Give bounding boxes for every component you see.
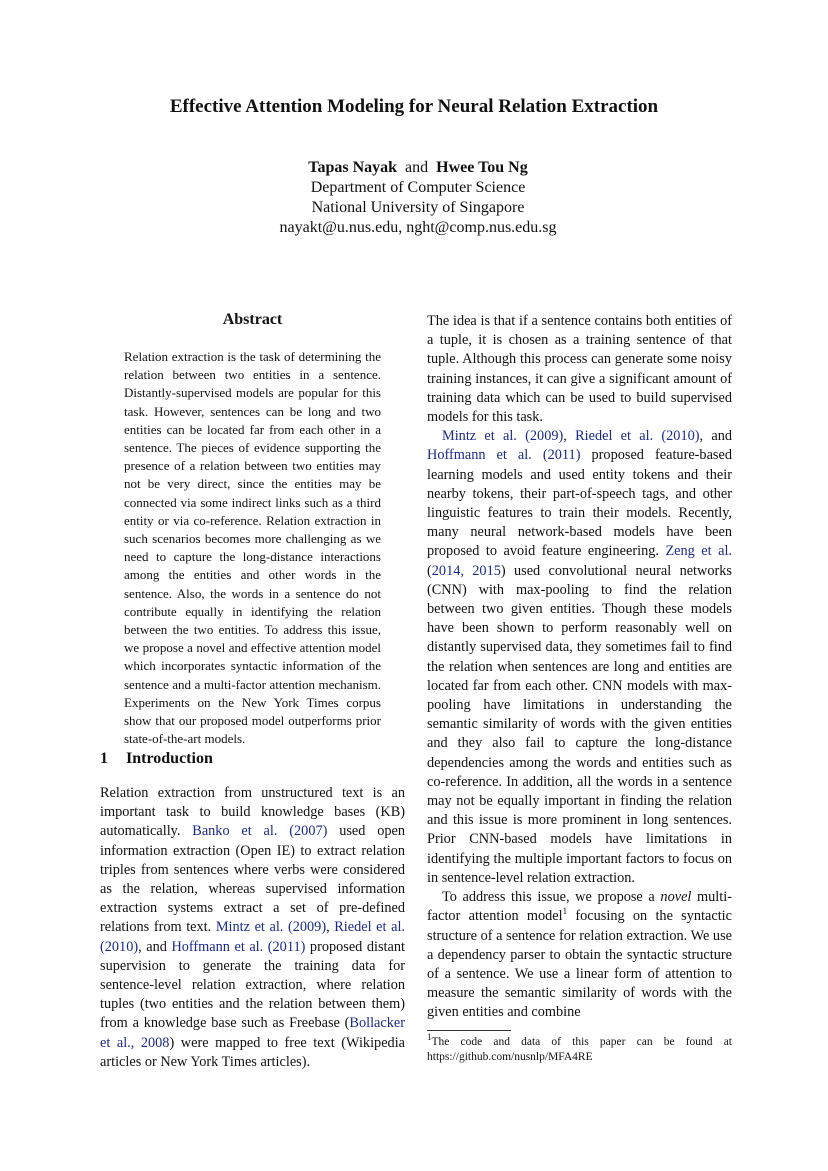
author-block (0, 158, 828, 238)
citation-link[interactable]: Riedel et al. (2010) (100, 919, 405, 955)
citation-link[interactable]: Mintz et al. (2009) (215, 919, 327, 936)
section-number: 1 (100, 750, 108, 767)
paragraph-text: ( (427, 562, 432, 579)
footnote (427, 1032, 732, 1065)
footnote-divider (427, 1030, 511, 1031)
emphasis-novel: novel (660, 889, 692, 906)
intro-text: proposed distant supervision to generate the training data for sentence-level relation extraction, where relation tuples (two entities and the relation between them) from a knowledge base such as Freebase ( (100, 938, 405, 1032)
citation-link[interactable]: Mintz et al. (2009) (442, 428, 564, 445)
right-column (427, 312, 732, 1023)
paragraph-text: proposed feature-based learning models and used entity tokens and their nearby tokens, their part-of-speech tags, and other linguistic features to train their models. Recently, many neural network-based models have been proposed to avoid feature engineering. (427, 447, 732, 560)
introduction-paragraph (100, 784, 405, 1072)
affiliation-department: Department of Computer Science (310, 179, 526, 196)
citation-link[interactable]: Riedel et al. (2010) (575, 428, 700, 445)
author-names (0, 158, 828, 178)
citation-link[interactable]: Hoffmann et al. (2011) (171, 938, 306, 955)
paragraph-text: multi-factor attention model (427, 889, 732, 925)
citation-link[interactable]: Bollacker et al., 2008 (100, 1015, 405, 1051)
abstract-heading: Abstract (222, 311, 283, 328)
intro-text: Relation extraction from unstructured text is an important task to build knowledge bases (KB) automatically. (100, 785, 405, 840)
abstract-text: Relation extraction is the task of determining the relation between two entities in a sentence. Distantly-supervised models are popular for this task. However, sentences can be long and two entities can be located far from each other in a sentence. The pieces of evidence supporting the presence of a relation between two entities may not be very direct, since the entities may be connected via some indirect links such as a third entity or via co-reference. Relation extraction in such scenarios becomes more challenging as we need to capture the long-distance interactions among the entities and other words in the sentence. Also, the words in a sentence do not contribute equally in identifying the relation between the two entities. To address this issue, we propose a novel and effective attention model which incorporates syntactic information of the sentence and a multi-factor attention mechanism. Experiments on the New York Times corpus show that our proposed model outperforms prior state-of-the-art models. (124, 349, 381, 747)
section-heading-introduction (100, 750, 213, 768)
author-1: Tapas Nayak (308, 159, 398, 176)
intro-text: ) were mapped to free text (Wikipedia articles or New York Times articles). (100, 1034, 406, 1070)
paragraph (427, 427, 732, 888)
footnote-number: 1 (427, 1032, 432, 1043)
footnote-marker: 1 (562, 906, 568, 917)
citation-link[interactable]: Zeng et al. (665, 543, 733, 560)
paragraph-text: To address this issue, we propose a (442, 889, 661, 906)
author-conjunction: and (405, 159, 429, 176)
paragraph-text: ) used convolutional neural networks (CNN) with max-pooling to find the relation between two given entities. Though these models have been shown to perform reasonably well on distantly supervised data, they sometimes fail to find the relation when sentences are long and entities are located far from each other. CNN models with max-pooling have limitations in understanding the semantic similarity of words with the given entities and they also fail to capture the long-distance dependencies among the words and entities such as co-reference. In addition, all the words in a sentence may not be equally important in finding the relation and this issue is more prominent in long sentences. Prior CNN-based models have limitations in identifying the multiple important factors to focus on in sentence-level relation extraction. (427, 562, 732, 886)
paragraph-text: focusing on the syntactic structure of a sentence for relation extraction. We use a dependency parser to obtain the syntactic structure of a sentence. We use a linear form of attention to measure the semantic similarity of words with the given entities and combine (427, 908, 732, 1021)
paragraph (427, 888, 732, 1022)
affiliation-university: National University of Singapore (311, 199, 525, 216)
paragraph-text: , (563, 428, 576, 445)
paragraph: The idea is that if a sentence contains both entities of a tuple, it is chosen as a training sentence of that tuple. Although this process can generate some noisy training instances, it can give a significant amount of training data which can be used to build supervised models for this task. (427, 313, 732, 426)
intro-text: , (326, 919, 335, 936)
intro-text: used open information extraction (Open IE) to extract relation triples from sentences where verbs were considered as the relation, whereas supervised information extraction systems extract a set of pre-defined relations from text. (100, 823, 405, 936)
author-2: Hwee Tou Ng (436, 159, 528, 176)
citation-link[interactable]: Hoffmann et al. (2011) (427, 447, 581, 464)
author-emails: nayakt@u.nus.edu, nght@comp.nus.edu.sg (279, 219, 557, 236)
intro-text: , and (138, 938, 172, 955)
paragraph-text: , and (699, 428, 732, 445)
section-title: Introduction (126, 750, 213, 767)
citation-link[interactable]: 2014, 2015 (431, 562, 501, 579)
footnote-text: The code and data of this paper can be found at https://github.com/nusnlp/MFA4RE (427, 1036, 732, 1063)
paper-title: Effective Attention Modeling for Neural Relation Extraction (169, 96, 659, 117)
citation-link[interactable]: Banko et al. (2007) (192, 823, 328, 840)
